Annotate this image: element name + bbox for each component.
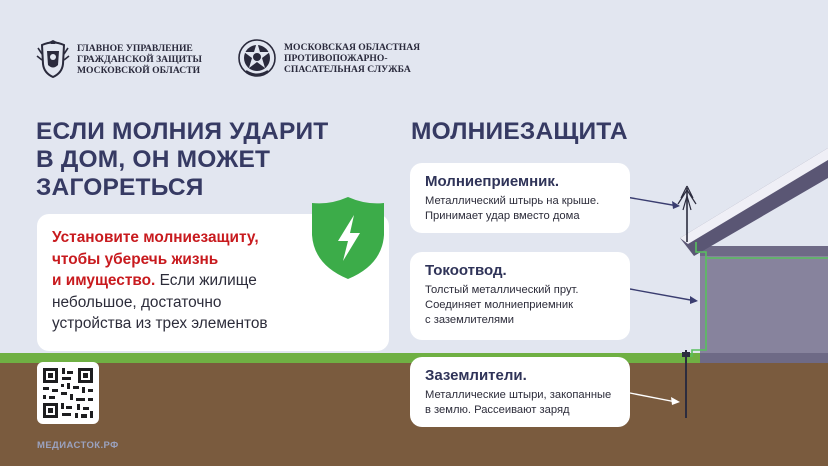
logo-civil-defense [36, 40, 202, 78]
card-grounding [410, 357, 630, 427]
card-grounding-title: Заземлители. [425, 367, 527, 384]
arrow-3 [630, 393, 676, 402]
fire-service-emblem-icon [237, 38, 277, 78]
coat-of-arms-icon [36, 40, 70, 78]
advice-red-line-2: чтобы уберечь жизнь [52, 250, 219, 268]
section-headline: МОЛНИЕЗАЩИТА [411, 118, 628, 145]
lightning-shield-icon [308, 195, 388, 281]
main-headline: ЕСЛИ МОЛНИЯ УДАРИТ В ДОМ, ОН МОЖЕТ ЗАГОРЕТЬСЯ [36, 118, 329, 201]
arrow-1 [626, 197, 678, 206]
org-name-fire-service: МОСКОВСКАЯ ОБЛАСТНАЯ ПРОТИВОПОЖАРНО- СПАСАТЕЛЬНАЯ СЛУЖБА [284, 41, 421, 75]
card-air-terminal-title: Молниеприемник. [425, 173, 560, 190]
advice-text-line-2: устройства из трех элементов [52, 315, 268, 332]
advice-text-start: Если жилище [155, 272, 257, 289]
house-wall-base [700, 353, 828, 363]
advice-red-line-1: Установите молниезащиту, [52, 229, 259, 246]
card-down-conductor-title: Токоотвод. [425, 262, 507, 279]
qr-code-icon[interactable] [37, 362, 99, 424]
arrow-2 [630, 289, 696, 301]
card-grounding-desc: Металлические штыри, закопанные в землю. Рассеивают заряд [425, 389, 612, 416]
card-down-conductor-desc: Толстый металлический прут. Соединяет молниеприемник с заземлителями [425, 284, 579, 326]
footer-site[interactable]: МЕДИАСТОК.РФ [37, 440, 119, 451]
org-name-civil-defense: ГЛАВНОЕ УПРАВЛЕНИЕ ГРАЖДАНСКОЙ ЗАЩИТЫ МОСКОВСКОЙ ОБЛАСТИ [77, 42, 202, 76]
house-wall [700, 246, 828, 363]
arrow-3-head [671, 397, 680, 405]
logo-fire-service [237, 38, 420, 78]
advice-text-line-1: небольшое, достаточно [52, 293, 222, 311]
card-down-conductor [410, 252, 630, 340]
arrow-2-head [690, 296, 698, 304]
card-air-terminal [410, 163, 630, 233]
house-roof-top [680, 148, 828, 244]
grounding-clamp [682, 352, 690, 357]
house-wall-shade [700, 246, 828, 256]
card-air-terminal-desc: Металлический штырь на крыше. Принимает удар вместо дома [425, 195, 600, 222]
advice-red-line-3: и имущество. [52, 272, 156, 289]
